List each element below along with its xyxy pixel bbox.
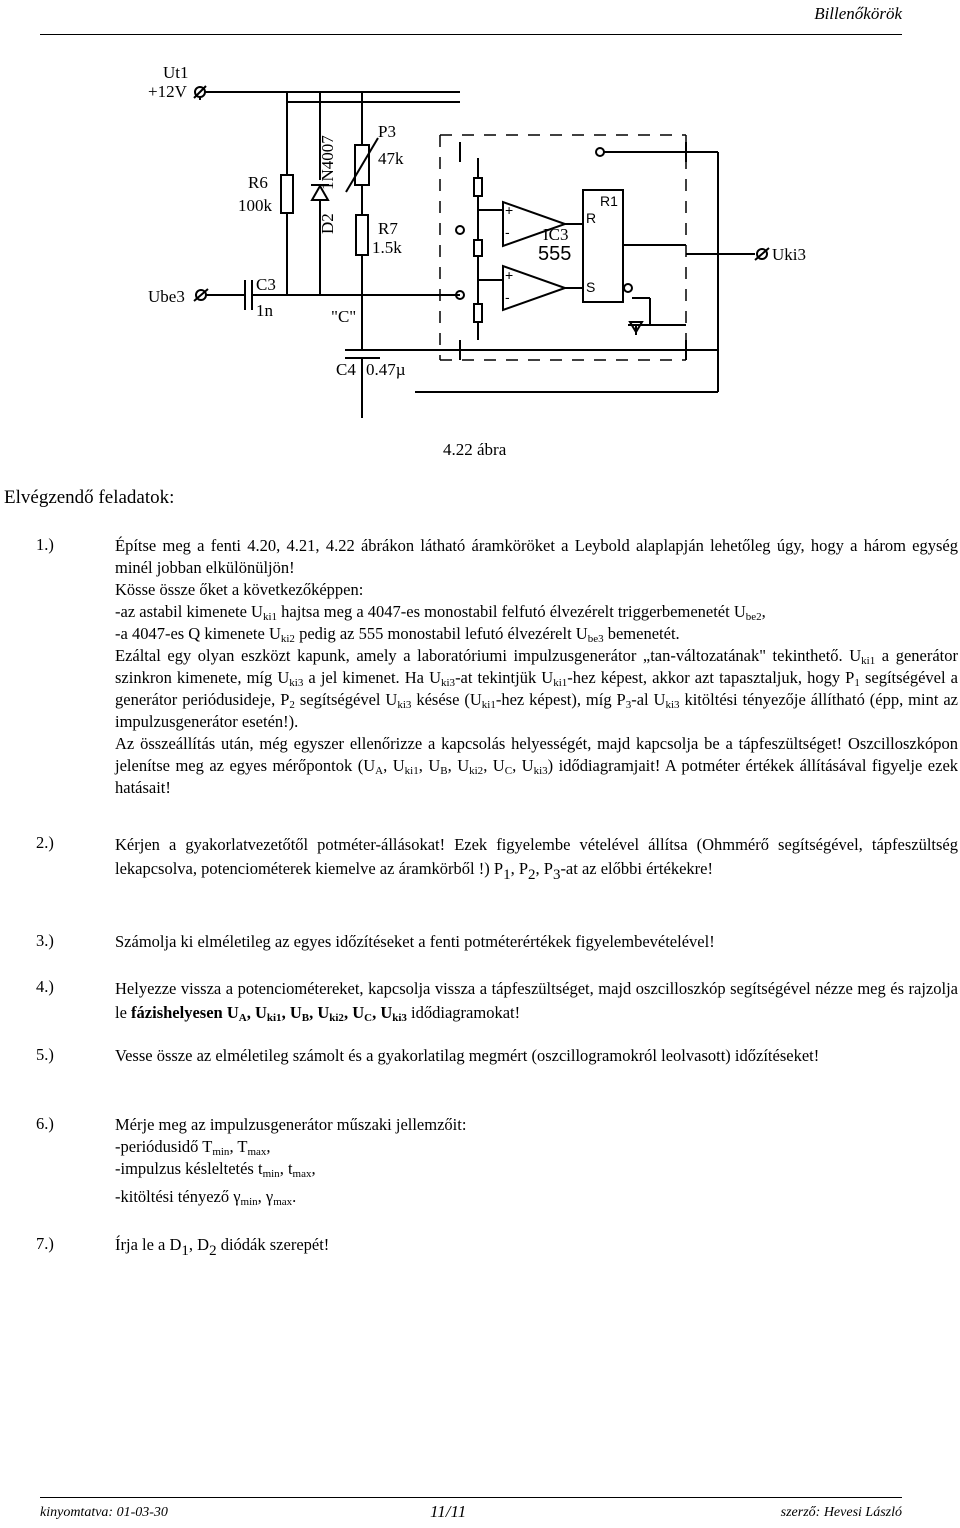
footer-page-number: 11/11	[430, 1502, 467, 1521]
figure-caption: 4.22 ábra	[443, 440, 507, 459]
label-r7-value: 1.5k	[372, 238, 402, 257]
task-text: Építse meg a fenti 4.20, 4.21, 4.22 ábrákon látható áramköröket a Leybold alaplapján lehetőleg úgy, hogy a három egység minél jobban elkülönüljön!	[115, 536, 958, 577]
label-ic3: IC3	[543, 225, 569, 244]
label-r1: R1	[600, 193, 618, 209]
task-text: -impulzus késleltetés $t_{min}$, $t_{max}$,	[115, 1159, 316, 1180]
task-number: 4.)	[36, 977, 54, 996]
task-4	[36, 977, 958, 1025]
task-text: Vesse össze az elméletileg számolt és a gyakorlatilag megmért (oszcillogramokról leolvasott) időzítéseket!	[115, 1046, 820, 1065]
task-number: 7.)	[36, 1234, 54, 1253]
task-1	[36, 535, 958, 799]
label-555: 555	[538, 243, 572, 265]
task-text: Kérjen a gyakorlatvezetőtől potméter-állásokat! Ezek figyelembe vételével állítsa (Ohmmérő segítségével, tápfeszültség lekapcsolva, potenciométerek kiemelve az áramkörből !) $P_1$, $P_2$, $P_3-at$ az előbbi értékekre!	[115, 835, 958, 883]
task-text: Írja le a $D_1$, $D_2$ diódák szerepét!	[115, 1235, 330, 1259]
task-text: -kitöltési tényező $\gamma_{min}$, $\gamma_{max}$.	[115, 1187, 297, 1208]
label-r-pin: R	[586, 210, 597, 226]
task-number: 2.)	[36, 833, 54, 852]
task-number: 1.)	[36, 535, 54, 554]
label-c3-value: 1n	[256, 301, 273, 320]
footer-author: szerző: Hevesi László	[780, 1505, 902, 1520]
footer-divider	[40, 1497, 902, 1498]
task-3	[36, 931, 958, 953]
task-number: 6.)	[36, 1114, 54, 1133]
task-text: Számolja ki elméletileg az egyes időzítéseket a fenti potméterértékek figyelembevételével!	[115, 932, 715, 951]
label-ube3: Ube3	[148, 287, 185, 306]
label-12v: +12V	[148, 82, 187, 101]
task-text: Az összeállítás után, még egyszer ellenőrizze a kapcsolás helyességét, majd kapcsolja be a tápfeszültséget! Oszcilloszkópon jelenítse meg az egyes mérőpontok ($U_A$, $U_{ki1}$, $U_B$, $U_{ki2}$, $U_C$, $U_{ki3}$) idődiagramjait! A potméter értékek állításával figyelje ezek hatásait!	[115, 734, 959, 797]
task-text: Helyezze vissza a potenciométereket, kapcsolja vissza a tápfeszültséget, majd oszcilloszkóp segítségével nézze meg és rajzolja le fázishelyesen $U_A$, $U_{ki1}$, $U_B$, $U_{ki2}$, $U_C$, $U_{ki3}$ idődiagramokat!	[115, 979, 958, 1024]
label-c4: C4	[336, 360, 356, 379]
task-number: 5.)	[36, 1045, 54, 1064]
task-text: -periódusidő $T_{min}$, $T_{max}$,	[115, 1137, 271, 1158]
header-divider	[40, 34, 902, 35]
task-text: Ezáltal egy olyan eszközt kapunk, amely a laboratóriumi impulzusgenerátor „tan-változatának" tekinthető. $U_{ki1}$ a generátor szinkron kimenete, míg $U_{ki3}$ a jel kimenet. Ha $U_{ki3}-at$ tekintjük $U_{ki1}$-hez képest, akkor azt tapasztaljuk, hogy $P_1$ segítségével a generátor periódusideje, $P_2$ segítségével $U_{ki3}$ késése ($U_{ki1}$-hez képest), míg $P_3-al$ $U_{ki3}$ kitöltési tényezője állítható (épp, mint az impulzusgenerátor esetén!).	[115, 646, 958, 731]
label-p3-value: 47k	[378, 149, 404, 168]
label-c4-value: 0.47µ	[366, 360, 406, 379]
label-uki3: Uki3	[772, 245, 806, 264]
label-r6-value: 100k	[238, 196, 272, 215]
label-minus-1: -	[505, 224, 510, 240]
label-p3: P3	[378, 122, 396, 141]
task-text: -a 4047-es Q kimenete $U_{ki2}$ pedig az 555 monostabil lefutó élvezérelt $U_{be3}$ bemenetét.	[115, 624, 680, 645]
task-6	[36, 1114, 958, 1208]
task-number: 3.)	[36, 931, 54, 950]
task-text: Mérje meg az impulzusgenerátor műszaki jellemzőit:	[115, 1115, 467, 1134]
task-2	[36, 833, 958, 881]
label-c3: C3	[256, 275, 276, 294]
section-title: Elvégzendő feladatok:	[4, 487, 175, 508]
label-s-pin: S	[586, 279, 596, 295]
label-minus-2: -	[505, 289, 510, 305]
label-r6: R6	[248, 173, 268, 192]
circuit-schematic	[0, 40, 960, 440]
task-7	[36, 1234, 958, 1259]
label-d2: D2	[318, 213, 337, 234]
label-r7: R7	[378, 219, 398, 238]
footer-printed-date: kinyomtatva: 01-03-30	[40, 1505, 168, 1520]
task-5	[36, 1045, 958, 1067]
label-plus-2: +	[505, 267, 514, 283]
task-text: -az astabil kimenete $U_{ki1}$ hajtsa meg a 4047-es monostabil felfutó élvezérelt triggerbemenetét $U_{be2}$,	[115, 602, 766, 623]
header-title: Billenőkörök	[814, 4, 902, 23]
task-text: Kösse össze őket a következőképpen:	[115, 580, 364, 599]
label-plus-1: +	[505, 202, 514, 218]
label-ut1: Ut1	[163, 63, 189, 82]
label-d2-type: 1N4007	[318, 135, 337, 190]
label-c-node: "C"	[331, 307, 357, 326]
